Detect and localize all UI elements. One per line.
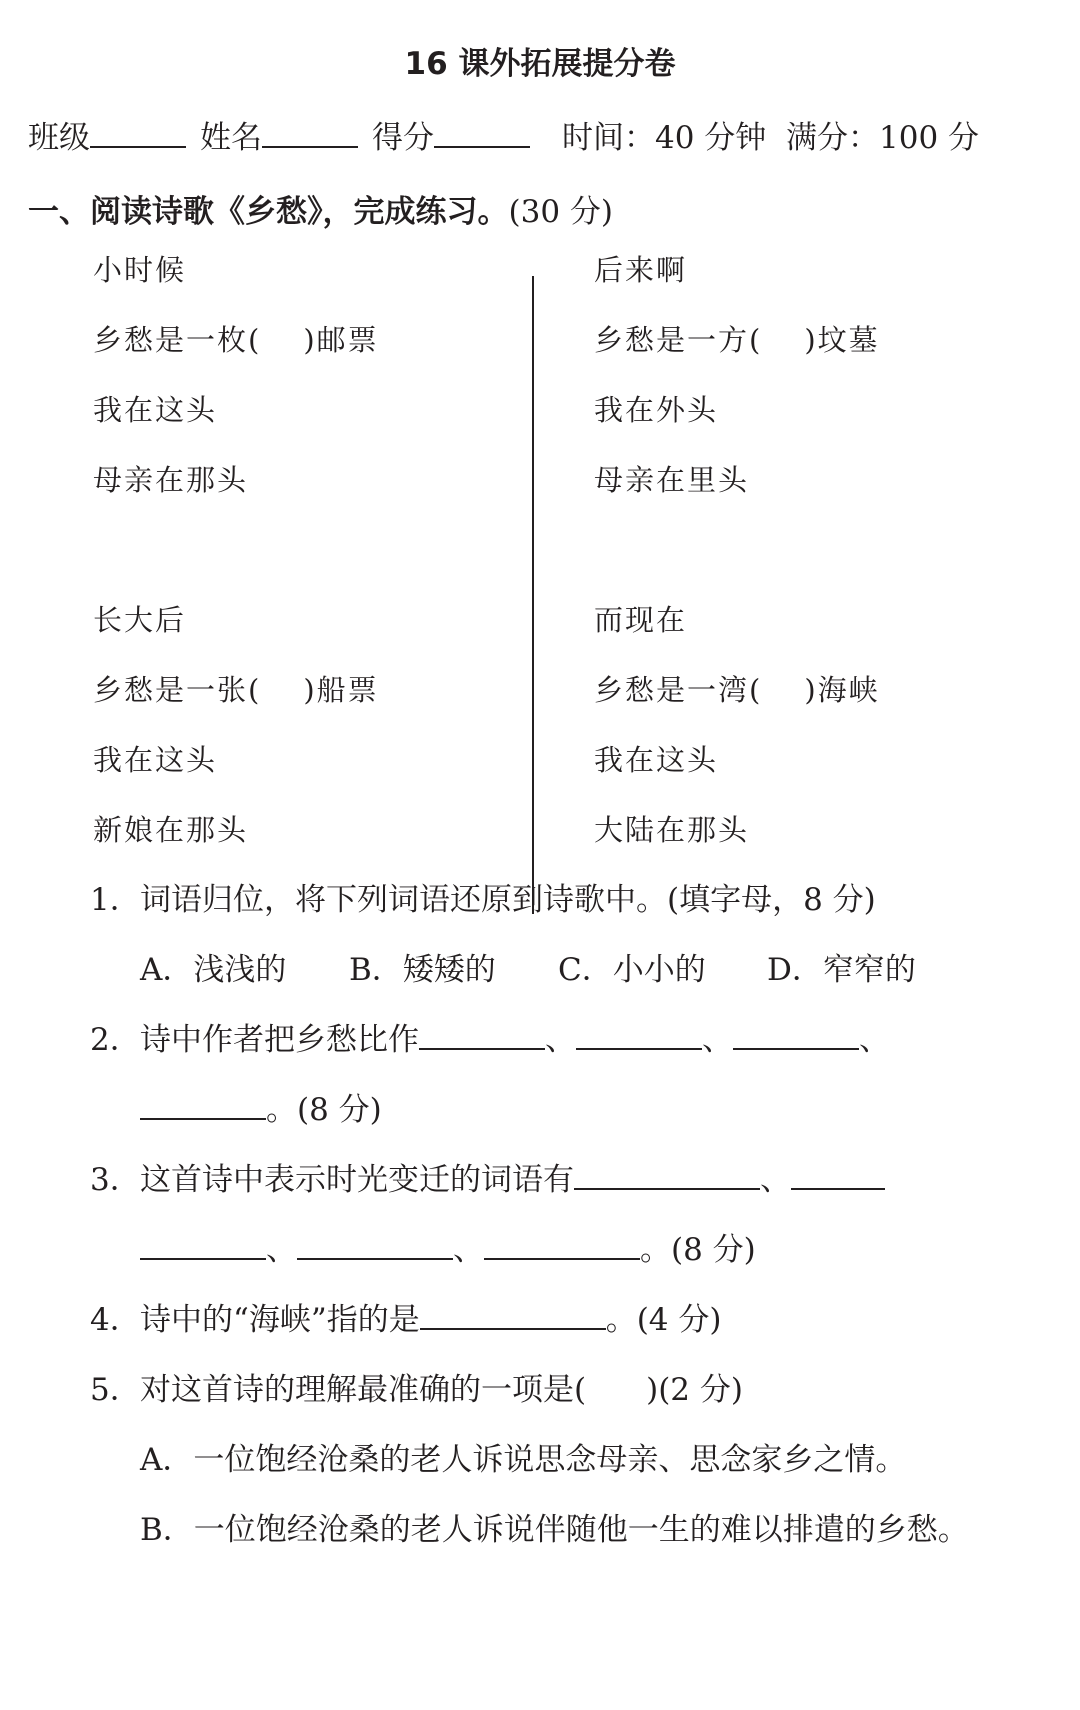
question-3-number: 3．: [90, 1162, 141, 1198]
question-4-points: 。(4 分): [605, 1302, 722, 1338]
stanza3-line2-start: 乡愁是一方(: [594, 323, 763, 357]
question-1: [90, 874, 876, 919]
question-5: [90, 1364, 743, 1409]
section-heading: [28, 186, 613, 231]
class-label: 班级: [28, 120, 90, 156]
answer-blank[interactable]: [576, 1022, 702, 1050]
question-3-points: 。(8 分): [640, 1232, 756, 1268]
option-1c[interactable]: C．小小的: [558, 952, 706, 988]
stanza1-line4: 母亲在那头: [93, 463, 249, 497]
answer-blank[interactable]: [574, 1162, 760, 1190]
question-1-text: 词语归位，将下列词语还原到诗歌中。(填字母，8 分): [140, 882, 876, 918]
stanza2-line1: 长大后: [93, 603, 187, 637]
class-field[interactable]: [28, 112, 186, 157]
question-4: [90, 1294, 721, 1339]
separator: 、: [760, 1162, 791, 1198]
name-blank[interactable]: [262, 120, 358, 148]
answer-blank[interactable]: [420, 1302, 606, 1330]
stanza1-line1: 小时候: [93, 253, 187, 287]
stanza4-line2-start: 乡愁是一湾(: [594, 673, 763, 707]
stanza2-line2-end: )船票: [303, 673, 379, 707]
stanza3-line1: 后来啊: [594, 253, 688, 287]
option-5b[interactable]: B．一位饱经沧桑的老人诉说伴随他一生的难以排遣的乡愁。: [140, 1512, 969, 1548]
answer-blank[interactable]: [140, 1232, 266, 1260]
answer-blank[interactable]: [297, 1232, 453, 1260]
question-4-number: 4．: [90, 1302, 141, 1338]
stanza4-line2-end: )海峡: [804, 673, 880, 707]
question-3: [90, 1154, 885, 1199]
separator: 、: [545, 1022, 576, 1058]
class-blank[interactable]: [90, 120, 186, 148]
section-points: (30 分): [508, 194, 613, 230]
question-3-cont: [140, 1224, 756, 1269]
option-1b[interactable]: B．矮矮的: [349, 952, 496, 988]
option-5a[interactable]: A．一位饱经沧桑的老人诉说思念母亲、思念家乡之情。: [140, 1442, 907, 1478]
option-1d[interactable]: D．窄窄的: [767, 952, 916, 988]
stanza4-line1: 而现在: [594, 603, 688, 637]
stanza2-line2-start: 乡愁是一张(: [93, 673, 262, 707]
stanza1-line3: 我在这头: [93, 393, 218, 427]
stanza3-line2: [594, 318, 880, 359]
stanza1-line2: [93, 318, 379, 359]
full-score-text: 满分：100 分: [786, 120, 980, 156]
option-1a[interactable]: A．浅浅的: [140, 952, 287, 988]
question-5-points: )(2 分): [646, 1372, 743, 1408]
question-4-text: 诗中的“海峡”指的是: [140, 1302, 420, 1338]
answer-blank[interactable]: [484, 1232, 640, 1260]
answer-blank[interactable]: [733, 1022, 859, 1050]
section-label: 一、阅读诗歌《乡愁》，完成练习。: [28, 194, 509, 230]
separator: 、: [702, 1022, 733, 1058]
name-label: 姓名: [200, 120, 262, 156]
question-2-text: 诗中作者把乡愁比作: [140, 1022, 419, 1058]
stanza4-line3: 我在这头: [594, 743, 719, 777]
separator: 、: [453, 1232, 484, 1268]
stanza3-line4: 母亲在里头: [594, 463, 750, 497]
stanza4-line2: [594, 668, 880, 709]
page-title: 16 课外拓展提分卷: [404, 46, 676, 82]
separator: 、: [859, 1022, 890, 1058]
question-1-number: 1．: [90, 882, 141, 918]
separator: 、: [266, 1232, 297, 1268]
question-3-text: 这首诗中表示时光变迁的词语有: [140, 1162, 574, 1198]
answer-blank[interactable]: [791, 1162, 885, 1190]
answer-blank[interactable]: [140, 1092, 266, 1120]
stanza3-line3: 我在外头: [594, 393, 719, 427]
score-label: 得分: [372, 120, 434, 156]
stanza1-line2-start: 乡愁是一枚(: [93, 323, 262, 357]
question-5-number: 5．: [90, 1372, 141, 1408]
question-2-points: 。(8 分): [266, 1092, 382, 1128]
question-2-cont: [140, 1084, 382, 1129]
answer-blank[interactable]: [419, 1022, 545, 1050]
question-2-number: 2．: [90, 1022, 141, 1058]
score-field[interactable]: [372, 112, 530, 157]
stanza3-line2-end: )坟墓: [804, 323, 880, 357]
question-2: [90, 1014, 890, 1059]
stanza2-line4: 新娘在那头: [93, 813, 249, 847]
stanza2-line2: [93, 668, 379, 709]
score-blank[interactable]: [434, 120, 530, 148]
stanza2-line3: 我在这头: [93, 743, 218, 777]
poem-divider: [532, 276, 534, 914]
stanza1-line2-end: )邮票: [303, 323, 379, 357]
stanza4-line4: 大陆在那头: [594, 813, 750, 847]
question-5-text: 对这首诗的理解最准确的一项是(: [140, 1372, 587, 1408]
name-field[interactable]: [200, 112, 358, 157]
time-text: 时间：40 分钟: [562, 120, 767, 156]
